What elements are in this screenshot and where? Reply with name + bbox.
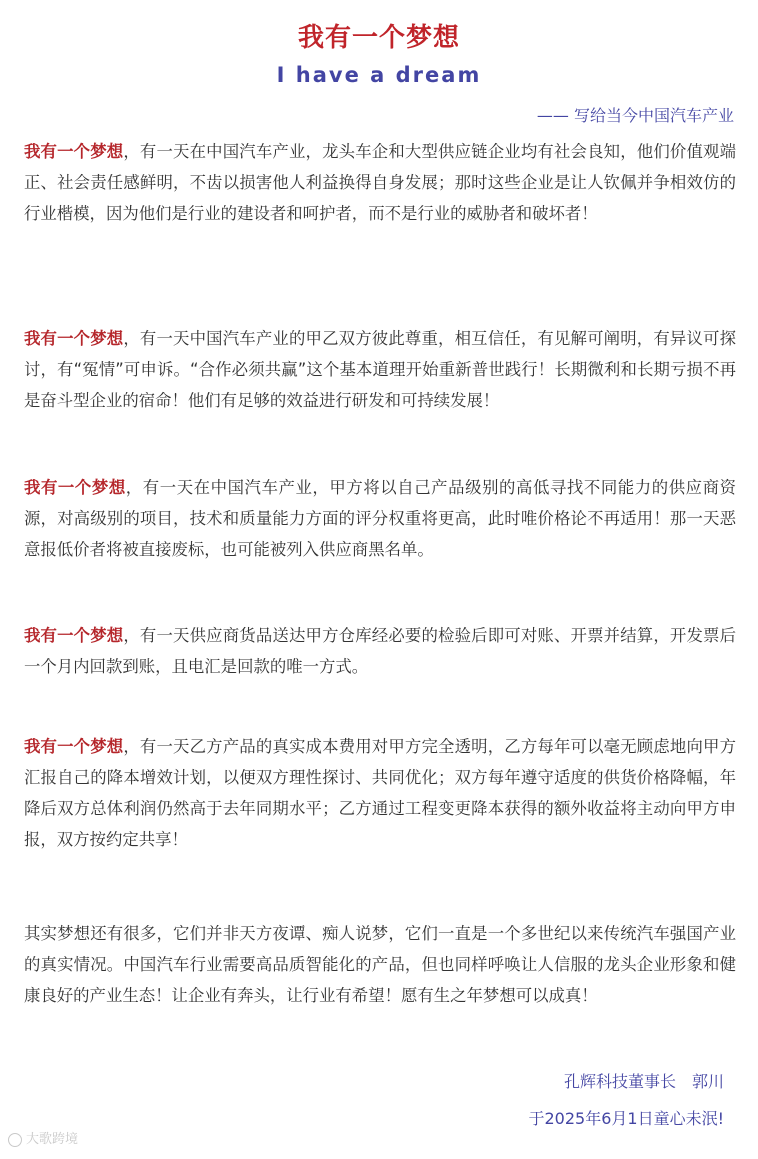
article-title: 我有一个梦想 [297,23,460,53]
paragraph-lead: 我有一个梦想 [24,478,126,497]
paragraph-body: ，有一天供应商货品送达甲方仓库经必要的检验后即可对账、开票并结算，开发票后一个月内回款到账，且电汇是回款的唯一方式。 [24,626,736,676]
watermark-logo-icon [8,1133,22,1147]
paragraph-body: ，有一天中国汽车产业的甲乙双方彼此尊重，相互信任，有见解可阐明，有异议可探讨，有“冤情”可申诉。“合作必须共赢”这个基本道理开始重新普世践行！长期微利和长期亏损不再是奋斗型企业的宿命！他们有足够的效益进行研发和可持续发展！ [24,329,736,410]
dream-paragraph-4 [24,620,736,682]
dream-paragraph-1 [24,136,736,229]
paragraph-lead: 我有一个梦想 [24,626,124,645]
dream-paragraph-3 [24,472,736,565]
article-subtitle-english: I have a dream [276,63,482,87]
paragraph-body: ，有一天乙方产品的真实成本费用对甲方完全透明，乙方每年可以毫无顾虑地向甲方汇报自己的降本增效计划，以便双方理性探讨、共同优化；双方每年遵守适度的供货价格降幅，年降后双方总体利润仍然高于去年同期水平；乙方通过工程变更降本获得的额外收益将主动向甲方申报，双方按约定共享！ [24,737,736,849]
closing-paragraph: 其实梦想还有很多，它们并非天方夜谭、痴人说梦，它们一直是一个多世纪以来传统汽车强国产业的真实情况。中国汽车行业需要高品质智能化的产品，但也同样呼唤让人信服的龙头企业形象和健康良好的产业生态！让企业有奔头，让行业有希望！愿有生之年梦想可以成真！ [24,924,736,1005]
dream-paragraph-2 [24,323,736,416]
paragraph-body: ，有一天在中国汽车产业，甲方将以自己产品级别的高低寻找不同能力的供应商资源，对高级别的项目，技术和质量能力方面的评分权重将更高，此时唯价格论不再适用！那一天恶意报低价者将被直接废标，也可能被列入供应商黑名单。 [24,478,736,559]
paragraph-body: ，有一天在中国汽车产业，龙头车企和大型供应链企业均有社会良知，他们价值观端正、社会责任感鲜明，不齿以损害他人利益换得自身发展；那时这些企业是让人钦佩并争相效仿的行业楷模，因为他们是行业的建设者和呵护者，而不是行业的威胁者和破坏者！ [24,142,736,223]
paragraph-lead: 我有一个梦想 [24,142,124,161]
signature-date: 于2025年6月1日童心未泯! [528,1109,724,1128]
watermark [8,1131,78,1149]
watermark-text: 大歌跨境 [26,1132,79,1147]
paragraph-lead: 我有一个梦想 [24,737,124,756]
signature-name: 孔辉科技董事长 郭川 [563,1072,724,1091]
paragraph-lead: 我有一个梦想 [24,329,124,348]
dream-paragraph-5 [24,731,736,855]
dedication-line: —— 写给当今中国汽车产业 [536,106,734,125]
